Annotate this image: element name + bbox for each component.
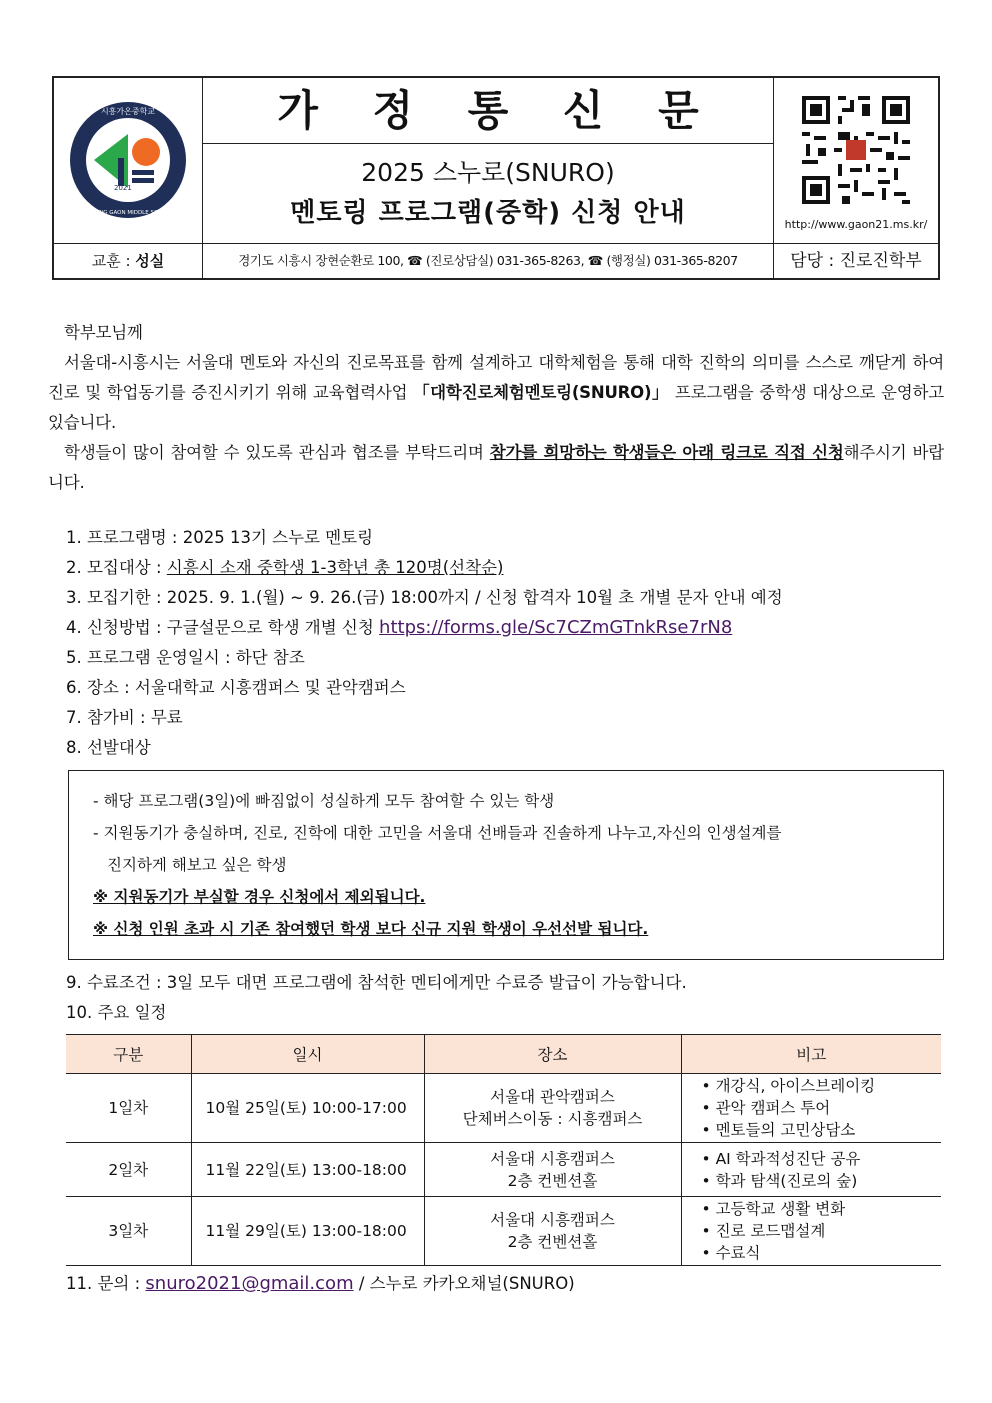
logo-text-bottom: SIHEUNG GAON MIDDLE SCHOOL	[82, 210, 174, 216]
school-logo-cell	[54, 78, 203, 244]
method-label: 4. 신청방법 : 구글설문으로 학생 개별 신청	[66, 618, 380, 637]
criteria-2b: 진지하게 해보고 싶은 학생	[107, 856, 287, 874]
header-notes: 비고	[681, 1035, 941, 1074]
place-line-2: 단체버스이동 : 시흥캠퍼스	[462, 1110, 643, 1128]
row-place	[424, 1143, 681, 1197]
place-line-2: 2층 컨벤션홀	[507, 1171, 598, 1190]
info-list	[66, 523, 946, 763]
motto-label: 교훈 :	[91, 252, 131, 270]
note-item: • 진로 로드맵설계	[702, 1220, 941, 1242]
motto-value: 성실	[135, 252, 165, 270]
contact-email-link[interactable]: snuro2021@gmail.com	[145, 1273, 354, 1294]
department: 담당 : 진로진학부	[790, 251, 922, 271]
list-item-period: 3. 모집기한 : 2025. 9. 1.(월) ~ 9. 26.(금) 18:00까지 / 신청 합격자 10월 초 개별 문자 안내 예정	[66, 588, 783, 607]
note-item: • 수료식	[702, 1242, 941, 1264]
intro-p1-text-b: 프로그램을 중학생 대상으로 운영하고 있습니다.	[48, 383, 944, 432]
school-motto	[54, 244, 203, 278]
info-list-2	[66, 968, 946, 1028]
school-address: 경기도 시흥시 장현순환로 100, ☎ (진로상담실) 031-365-8263, ☎ (행정실) 031-365-8207	[203, 244, 774, 278]
intro-paragraph-2	[48, 438, 944, 498]
table-header-row	[66, 1035, 941, 1074]
row-notes	[681, 1197, 941, 1266]
target-label: 2. 모집대상 :	[66, 558, 167, 577]
list-item-fee: 7. 참가비 : 무료	[66, 708, 183, 727]
note-item: • 개강식, 아이스브레이킹	[702, 1075, 941, 1097]
logo-text-top: 시흥가온중학교	[100, 107, 156, 116]
list-item-place: 6. 장소 : 서울대학교 시흥캠퍼스 및 관악캠퍼스	[66, 678, 406, 697]
criteria-1: - 해당 프로그램(3일)에 빠짐없이 성실하게 모두 참여할 수 있는 학생	[93, 792, 555, 810]
intro-p1-text-a: 서울대-시흥시는 서울대 멘토와 자신의 진로목표를 함께 설계하고 대학체험을 통해 대학 진학의 의미를 스스로 깨닫게 하여 진로 및 학업동기를 증진시키기 위해 교육협력사업	[48, 353, 944, 402]
intro-p1-program-name: 「대학진로체험멘토링(SNURO)」	[413, 383, 670, 402]
list-item-completion: 9. 수료조건 : 3일 모두 대면 프로그램에 참석한 멘티에게만 수료증 발급이 가능합니다.	[66, 973, 687, 992]
qr-cell	[774, 78, 938, 244]
intro-p2-text-a: 학생들이 많이 참여할 수 있도록 관심과 협조를 부탁드리며	[64, 443, 490, 462]
criteria-note-2: ※ 신청 인원 초과 시 기존 참여했던 학생 보다 신규 지원 학생이 우선선발 됩니다.	[93, 920, 649, 938]
row-day: 2일차	[66, 1143, 191, 1197]
greeting: 학부모님께	[64, 323, 143, 342]
table-row	[66, 1143, 941, 1197]
header-place: 장소	[424, 1035, 681, 1074]
qr-code-icon[interactable]	[798, 92, 914, 208]
header-day: 구분	[66, 1035, 191, 1074]
row-date: 11월 29일(토) 13:00-18:00	[191, 1197, 424, 1266]
intro-section	[48, 318, 944, 498]
table-row	[66, 1197, 941, 1266]
list-item-method	[66, 613, 946, 643]
list-item-schedule-ref: 5. 프로그램 운영일시 : 하단 참조	[66, 648, 305, 667]
note-item: • AI 학과적성진단 공유	[702, 1148, 941, 1170]
list-item-program-name: 1. 프로그램명 : 2025 13기 스누로 멘토링	[66, 528, 374, 547]
row-day: 1일차	[66, 1074, 191, 1143]
school-logo	[54, 78, 203, 244]
logo-year: 2021	[114, 184, 132, 192]
letter-header	[52, 76, 940, 280]
table-row	[66, 1074, 941, 1143]
criteria-2a: - 지원동기가 충실하며, 진로, 진학에 대한 고민을 서울대 선배들과 진솔하게 나누고,자신의 인생설계를	[93, 824, 782, 842]
row-place	[424, 1197, 681, 1266]
intro-p2-text-b: 해주시기 바랍니다.	[48, 443, 944, 492]
row-place	[424, 1074, 681, 1143]
contact-kakao: / 스누로 카카오채널(SNURO)	[353, 1274, 575, 1293]
place-line-2: 2층 컨벤션홀	[507, 1233, 598, 1251]
application-form-link[interactable]: https://forms.gle/Sc7CZmGTnkRse7rN8	[379, 617, 733, 638]
selection-criteria-box	[68, 770, 944, 960]
subtitle-line1: 2025 스누로(SNURO)	[361, 158, 615, 187]
criteria-note-1: ※ 지원동기가 부실할 경우 신청에서 제외됩니다.	[93, 888, 426, 906]
list-item-selection: 8. 선발대상	[66, 738, 151, 757]
schedule-table	[66, 1034, 941, 1266]
list-item-main-schedule: 10. 주요 일정	[66, 1003, 167, 1022]
contact-label: 11. 문의 :	[66, 1274, 146, 1293]
place-line-1: 서울대 시흥캠퍼스	[490, 1211, 615, 1229]
title-cell	[203, 78, 774, 144]
homepage-url[interactable]: http://www.gaon21.ms.kr/	[784, 218, 928, 231]
contact-line	[66, 1270, 575, 1298]
note-item: • 학과 탐색(진로의 숲)	[702, 1170, 941, 1192]
target-value: 시흥시 소재 중학생 1-3학년 총 120명(선착순)	[166, 558, 504, 577]
header-date: 일시	[191, 1035, 424, 1074]
row-notes	[681, 1143, 941, 1197]
note-item: • 고등학교 생활 변화	[702, 1198, 941, 1220]
row-notes	[681, 1074, 941, 1143]
note-item: • 멘토들의 고민상담소	[702, 1119, 941, 1141]
place-line-1: 서울대 시흥캠퍼스	[490, 1149, 615, 1168]
row-day: 3일차	[66, 1197, 191, 1266]
subtitle-cell	[203, 144, 774, 244]
intro-p2-emphasis: 참가를 희망하는 학생들은 아래 링크로 직접 신청	[489, 443, 844, 462]
intro-paragraph-1	[48, 348, 944, 438]
page-title: 가 정 통 신 문	[277, 86, 719, 135]
list-item-target	[66, 553, 946, 583]
subtitle-line2: 멘토링 프로그램(중학) 신청 안내	[290, 198, 686, 228]
row-date: 10월 25일(토) 10:00-17:00	[191, 1074, 424, 1143]
note-item: • 관악 캠퍼스 투어	[702, 1097, 941, 1119]
place-line-1: 서울대 관악캠퍼스	[490, 1088, 615, 1106]
row-date: 11월 22일(토) 13:00-18:00	[191, 1143, 424, 1197]
